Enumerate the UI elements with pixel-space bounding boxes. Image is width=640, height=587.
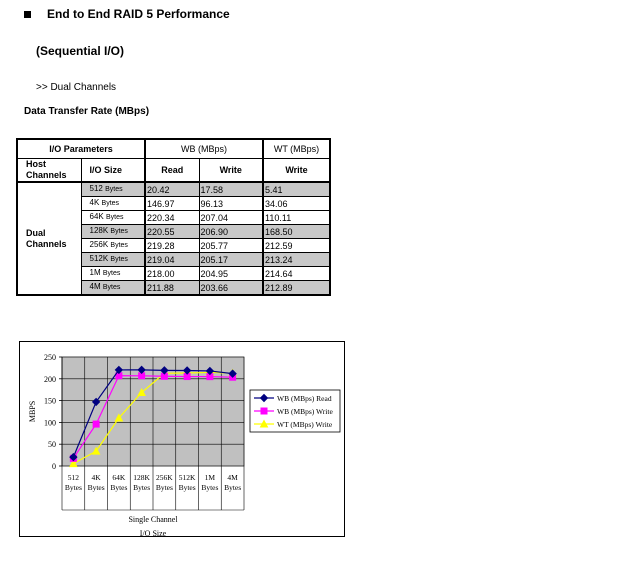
x-tick-label: 4M	[227, 473, 238, 482]
x-tick-label: Bytes	[64, 483, 82, 492]
legend-label: WT (MBps) Write	[277, 420, 333, 429]
io-size-cell	[81, 267, 145, 281]
section-heading	[24, 7, 230, 21]
table-header-row	[17, 139, 330, 159]
wb-write-cell: 207.04	[199, 211, 263, 225]
x-tick-label: 128K	[133, 473, 150, 482]
io-size-value: 64K	[89, 212, 104, 221]
x-tick-label: 256K	[156, 473, 173, 482]
wt-write-cell: 212.59	[263, 239, 330, 253]
read-cell: 219.04	[145, 253, 199, 267]
wt-write-cell: 213.24	[263, 253, 330, 267]
read-cell: 20.42	[145, 182, 199, 197]
legend-label: WB (MBps) Write	[277, 407, 333, 416]
section-subtitle: (Sequential I/O)	[36, 44, 125, 58]
wb-write-cell: 17.58	[199, 182, 263, 197]
io-size-cell	[81, 239, 145, 253]
performance-line-chart	[20, 342, 344, 536]
performance-table	[16, 138, 331, 296]
io-size-value: 1M	[89, 268, 101, 277]
x-tick-label: 64K	[112, 473, 126, 482]
header-wb: WB (MBps)	[145, 139, 263, 159]
io-size-cell	[81, 225, 145, 239]
io-size-value: 256K	[89, 240, 109, 249]
header-io-size: I/O Size	[81, 159, 145, 183]
x-tick-label: Bytes	[155, 483, 173, 492]
read-cell: 220.55	[145, 225, 199, 239]
io-size-value: 512K	[89, 254, 109, 263]
io-size-unit: Bytes	[102, 270, 121, 277]
wb-write-cell: 205.77	[199, 239, 263, 253]
read-cell: 220.34	[145, 211, 199, 225]
chart-frame	[19, 341, 345, 537]
table-subheader-row	[17, 159, 330, 183]
io-size-unit: Bytes	[101, 200, 120, 207]
io-size-value: 4K	[89, 198, 100, 207]
x-axis-title: I/O Size	[139, 529, 167, 536]
io-size-value: 128K	[89, 226, 109, 235]
row-group-label: Dual Channels	[17, 182, 81, 295]
read-cell: 211.88	[145, 281, 199, 296]
x-tick-label: Bytes	[87, 483, 105, 492]
y-tick-label: 100	[44, 418, 56, 428]
x-tick-label: 512	[67, 473, 79, 482]
header-io-parameters: I/O Parameters	[17, 139, 145, 159]
wb-write-cell: 203.66	[199, 281, 263, 296]
io-size-cell	[81, 182, 145, 197]
wb-write-cell: 204.95	[199, 267, 263, 281]
table-body	[17, 182, 330, 295]
legend-marker	[261, 408, 267, 414]
x-tick-label: 512K	[178, 473, 196, 482]
table-row	[17, 182, 330, 197]
wt-write-cell: 214.64	[263, 267, 330, 281]
header-read: Read	[145, 159, 199, 183]
header-wt: WT (MBps)	[263, 139, 330, 159]
io-size-unit: Bytes	[110, 228, 128, 235]
header-write-wt: Write	[263, 159, 330, 183]
x-tick-label: 4K	[91, 473, 101, 482]
table-caption: Data Transfer Rate (MBps)	[24, 106, 150, 117]
io-size-cell	[81, 253, 145, 267]
section-title: End to End RAID 5 Performance	[47, 7, 230, 21]
x-tick-label: Bytes	[201, 483, 219, 492]
io-size-cell	[81, 211, 145, 225]
y-tick-label: 50	[48, 440, 56, 450]
y-axis-title: MBPS	[28, 400, 37, 423]
data-point	[93, 421, 99, 427]
x-tick-label: Bytes	[110, 483, 128, 492]
wb-write-cell: 96.13	[199, 197, 263, 211]
header-host-channels: Host Channels	[17, 159, 81, 183]
wt-write-cell: 168.50	[263, 225, 330, 239]
header-write-wb: Write	[199, 159, 263, 183]
y-tick-label: 200	[44, 374, 56, 384]
wb-write-cell: 206.90	[199, 225, 263, 239]
io-size-value: 512	[89, 184, 103, 193]
io-size-unit: Bytes	[105, 214, 124, 221]
x-tick-label: Bytes	[133, 483, 151, 492]
channel-note: >> Dual Channels	[36, 82, 117, 93]
square-bullet-icon	[24, 11, 31, 18]
x-tick-label: Bytes	[178, 483, 196, 492]
wt-write-cell: 34.06	[263, 197, 330, 211]
legend-label: WB (MBps) Read	[277, 394, 332, 403]
y-tick-label: 250	[44, 353, 56, 362]
io-size-cell	[81, 197, 145, 211]
wt-write-cell: 212.89	[263, 281, 330, 296]
wb-write-cell: 205.17	[199, 253, 263, 267]
y-tick-label: 0	[52, 462, 56, 471]
io-size-unit: Bytes	[110, 256, 128, 263]
io-size-unit: Bytes	[102, 284, 121, 291]
read-cell: 219.28	[145, 239, 199, 253]
io-size-unit: Bytes	[105, 186, 123, 193]
io-size-value: 4M	[89, 282, 101, 291]
io-size-unit: Bytes	[110, 242, 128, 249]
x-tick-label: 1M	[204, 473, 216, 482]
x-tick-label: Bytes	[224, 483, 242, 492]
x-axis-title: Single Channel	[128, 515, 178, 524]
y-tick-label: 150	[44, 396, 56, 406]
wt-write-cell: 5.41	[263, 182, 330, 197]
io-size-cell	[81, 281, 145, 296]
read-cell: 146.97	[145, 197, 199, 211]
wt-write-cell: 110.11	[263, 211, 330, 225]
read-cell: 218.00	[145, 267, 199, 281]
